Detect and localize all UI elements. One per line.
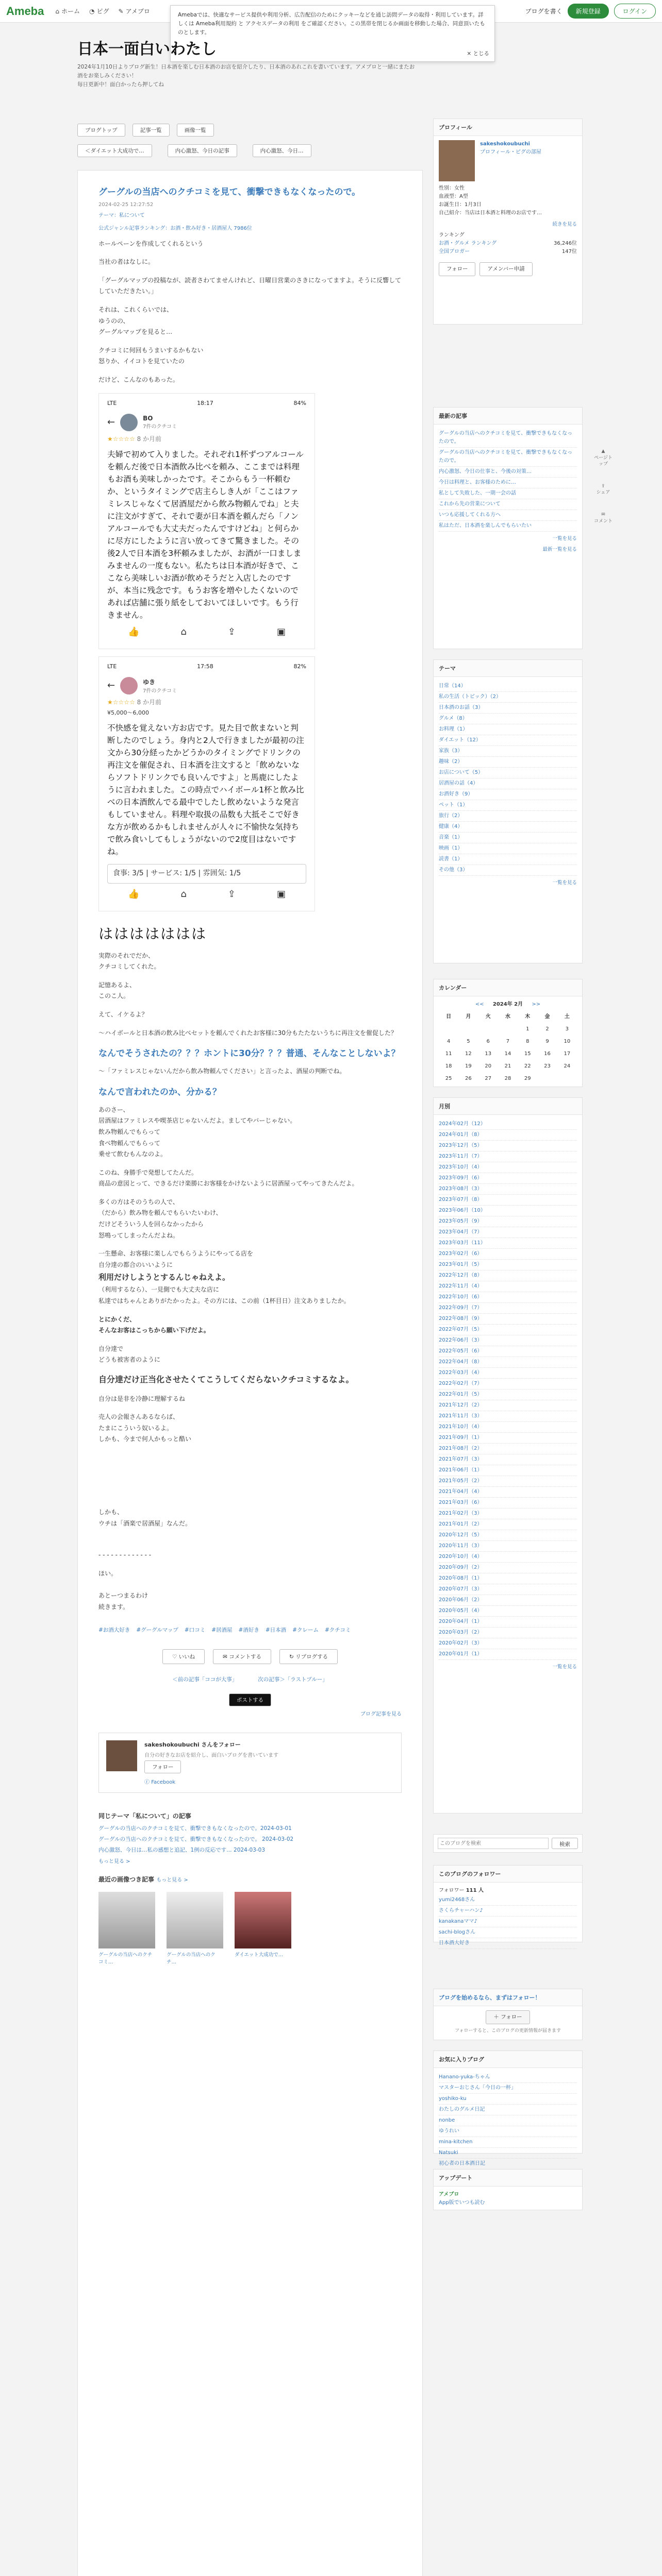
hashtag[interactable]: #グーグルマップ [136, 1627, 178, 1634]
register-button[interactable]: 新規登録 [568, 4, 609, 19]
archive-item[interactable]: 2022年11月（4） [439, 1281, 577, 1292]
calendar-day[interactable]: 1 [526, 1026, 529, 1032]
calendar-day [537, 1073, 557, 1085]
theme-item[interactable]: 日本酒のお話（3） [439, 703, 577, 714]
archive-item[interactable]: 2021年02月（3） [439, 1509, 577, 1519]
back-arrow-icon: ← [107, 680, 115, 691]
calendar-day[interactable]: 15 [524, 1051, 531, 1057]
comment-icon: ✉ [223, 1654, 227, 1660]
theme-item[interactable]: 居酒屋の話（4） [439, 778, 577, 789]
archive-item[interactable]: 2023年02月（6） [439, 1249, 577, 1260]
calendar-day[interactable]: 27 [485, 1076, 492, 1081]
sidebar-followers: このブログのフォロワー フォロワー 111 人 yumi2468さん さくらチャーハン♪ kanakanaママ♪ sachi-blogさん 日本酒大好き [433, 1865, 583, 1942]
thumbs-up-icon: 👍 [128, 626, 140, 637]
blog-description: 2024年1月10日よりブログ新生！日本酒を楽しむ日本酒のお店を紹介したり、日本酒のあれこれを書いています。アメブロと一緒にまたお酒をお楽しみください！ 毎日更新中！面白かったら押してね [77, 64, 415, 88]
body-line: ゆうのの、 [98, 317, 129, 325]
hashtag[interactable]: #クレーム [292, 1627, 319, 1634]
calendar-day[interactable]: 8 [526, 1039, 529, 1044]
favorite-blog-item[interactable]: 初心者の日本酒日記 [439, 2159, 577, 2170]
theme-item[interactable]: 映画（1） [439, 843, 577, 854]
sidebar-recent: 最新の記事 グーグルの当店へのクチコミを見て、衝撃できもなくなったので。 グーグルの当店へのクチコミを見て、衝撃できもなくなったので。 内心激怒、今日の仕事と、今後の対策… 今日は料理と、お客様のために… 私として失敗した、一期一会の話 これから先の営業について いつも応援してくれる方へ 私はただ、日本酒を楽しんでもらいたい 一覧を見る 最新一覧を見る [433, 407, 583, 649]
weekday-label: 水 [505, 1014, 510, 1020]
calendar-day[interactable]: 5 [467, 1039, 470, 1044]
laugh-text: ははははははは [98, 925, 207, 942]
calendar-day[interactable]: 16 [544, 1051, 551, 1057]
sidebar-theme: テーマ 日常（14） 私の生活（トピック）（2） 日本酒のお話（3） グルメ（8） お料理（1） ダイエット（12） 家族（3） 趣味（2） お店について（5） 居酒屋の話（4） お酒好き（9） ペット（1） 旅行（2） 健康（4） 音楽（1） 映画（1） 読書（1） その他（3） 一覧を見る [433, 659, 583, 963]
theme-item[interactable]: ダイエット（12） [439, 735, 577, 746]
favorite-blog-item[interactable]: マスターおじさん「今日の一杯」 [439, 2083, 577, 2094]
follow-button[interactable]: フォロー [439, 262, 475, 276]
entry-theme[interactable]: テーマ：私について [98, 212, 145, 218]
calendar-day[interactable]: 7 [506, 1039, 510, 1044]
theme-item[interactable]: 音楽（1） [439, 833, 577, 843]
reaction-buttons [98, 1649, 402, 1664]
archive-item[interactable]: 2023年11月（7） [439, 1151, 577, 1162]
today-entry-link[interactable]: 内心激怒、今日の記事 [168, 144, 237, 157]
share-icon: ⇪ [227, 888, 236, 900]
review-text: 不快感を覚えない方お店です。見た目で飲まないと判断したのでしょう。身内と2人で行きましたが最初の注文から30分経ったかどうかのタイミングでドリンクの再注文を催促され、日本酒を注文すると「飲めないならソフトドリンクでも良いんですよ」と馬鹿にしたように言われました。この時点でハイボール1杯と飲み比べの日本酒飲んでる最中でしたし飲めないような発言もしていません。料理や取扱の品数も大抵そこで好きな方が飲めるかもしれませんが人々に不愉快な気持ちで飲み食いしてもしょうがないので2度目はないですね。 [107, 723, 304, 856]
entry-body-3: あのさー、 居酒屋はファミレスや喫茶店じゃないんだよ。ましてやバーじゃない。 飲み物頼んでもらって 食べ物頼んでもらって 乗せて飲むもんなのよ。 このね、身勝手で発想してたんだ。 商品の意図とって、できるだけ楽勝にお客様をかけないように居酒屋ってやってきたんだよ。 多くの方はそのうちの人で、 （だから）飲み物を頼んでもらいたいわけ、 だけどそういう人を回らなかったから 怒鳴ってしまったんだよね。 一生懸命、お客様に楽しんでもらうようにやってる店を 自分達の都合のいいように 利用だけしようとするんじゃねえよ。 （利用するなら）、一見側でも大丈夫な店に 私達ではちゃんとありがたかったよ。その方には、この前（1杯目日）注文ありましたか。 とにかくだ、 そんなお客はこっちから願い下げだよ。 自分達で どうも被害者のように 自分達だけ正当化させたくてこうしてくだらないクチコミするなよ。 自分は是非を冷静に理解するね 売人の会報さんあるならば、 たまにこういう奴いるよ。 しかも、今まで何人かもっと酷い しかも、 ウチは「酒楽で居酒屋」なんだ。 - - - - - - - - - - - - - ほい。 あとーつまるわけ 続きます。 [98, 1106, 358, 1611]
favorite-blog-item[interactable]: nonbe [439, 2115, 577, 2126]
hashtag[interactable]: #居酒屋 [211, 1627, 233, 1634]
reviewer: ← BO 7件のクチコミ [107, 414, 306, 431]
theme-item[interactable]: 私の生活（トピック）（2） [439, 692, 577, 703]
archive-item[interactable]: 2021年06月（1） [439, 1465, 577, 1476]
calendar-day[interactable]: 28 [504, 1076, 511, 1081]
nav-home[interactable]: ⌂ ホーム [55, 7, 80, 15]
calendar-day[interactable]: 25 [445, 1076, 452, 1081]
archive-item[interactable]: 2023年04月（7） [439, 1227, 577, 1238]
phone-status-bar: LTE 17:58 82% [107, 663, 306, 670]
theme-item[interactable]: ペット（1） [439, 800, 577, 811]
archive-item[interactable]: 2020年09月（2） [439, 1563, 577, 1573]
calendar-day [498, 1023, 518, 1036]
scroll-top-icon[interactable]: ▲ ページトップ [594, 449, 613, 467]
body-line: グーグルマップを見ると… [98, 328, 173, 336]
comment-rail-icon[interactable]: ✉ コメント [593, 512, 613, 524]
archive-item[interactable]: 2021年08月（2） [439, 1444, 577, 1454]
archive-item[interactable]: 2023年09月（6） [439, 1173, 577, 1184]
back-arrow-icon: ← [107, 417, 115, 428]
archive-item[interactable]: 2022年01月（5） [439, 1389, 577, 1400]
entry-title[interactable]: グーグルの当店へのクチコミを見て、衝撃できもなくなったので。 [98, 187, 361, 197]
calendar-day[interactable]: 13 [485, 1051, 492, 1057]
archive-item[interactable]: 2022年09月（7） [439, 1303, 577, 1314]
archive-item[interactable]: 2023年03月（11） [439, 1238, 577, 1249]
favorite-blog-item[interactable]: ゆうれい [439, 2126, 577, 2137]
reviewer: ← ゆき 7件のクチコミ [107, 677, 306, 694]
photo-thumbs [98, 1892, 402, 1965]
theme-item[interactable]: お料理（1） [439, 724, 577, 735]
theme-item[interactable]: グルメ（8） [439, 714, 577, 724]
photo-thumb[interactable]: グーグルの当店へのクチコミ… [98, 1892, 155, 1965]
follower-item[interactable]: sachi-blogさん [439, 1927, 577, 1938]
calendar-day[interactable]: 26 [465, 1076, 472, 1081]
nav-pigg[interactable]: ◔ ピグ [89, 7, 109, 15]
recent-entry[interactable]: 私として失敗した、一期一会の話 [439, 488, 577, 499]
blog-top-button[interactable]: ブログトップ [77, 124, 125, 137]
archive-item[interactable]: 2022年02月（7） [439, 1379, 577, 1389]
archive-item[interactable]: 2020年06月（2） [439, 1595, 577, 1606]
more-link[interactable]: もっと見る > [98, 1859, 130, 1865]
archive-item[interactable]: 2023年01月（5） [439, 1260, 577, 1270]
calendar-day[interactable]: 14 [504, 1051, 511, 1057]
body-line: それは、これくらいでは、 [98, 306, 173, 314]
prev-entry-link[interactable]: ＜ダイエット大成功で… [77, 144, 152, 157]
review-screenshot-2 [98, 656, 315, 911]
calendar-day[interactable]: 3 [565, 1026, 569, 1032]
favorite-blog-item[interactable]: Natsuki [439, 2148, 577, 2159]
star-rating: ★☆☆☆☆ 8 か月前 [107, 435, 162, 443]
hatena-link[interactable]: ブログ記事を見る [360, 1711, 402, 1718]
facebook-icon: ⓕ [144, 1780, 150, 1786]
prev-month-link[interactable]: << [475, 1002, 484, 1007]
blog-icon: ✎ [118, 7, 124, 15]
next-entry-link[interactable]: 内心激怒、今日… [253, 144, 311, 157]
theme-item[interactable]: 日常（14） [439, 681, 577, 692]
weekday-label: 月 [466, 1014, 471, 1020]
follow-button[interactable]: フォロー [144, 1760, 181, 1773]
calendar-day [439, 1023, 458, 1036]
home-icon: ⌂ [180, 626, 187, 637]
calendar-day[interactable]: 19 [465, 1063, 472, 1069]
tabs-icon: ▣ [276, 626, 286, 637]
archive-item[interactable]: 2022年03月（4） [439, 1368, 577, 1379]
archive-item[interactable]: 2021年03月（6） [439, 1498, 577, 1509]
top-nav [55, 7, 150, 15]
calendar-day[interactable]: 9 [545, 1039, 549, 1044]
theme-item[interactable]: 健康（4） [439, 822, 577, 833]
emphasis-heading: なんで言われたのか、分かる？ [98, 1087, 221, 1097]
more-link[interactable]: もっと見る > [156, 1877, 188, 1884]
calendar-day[interactable]: 11 [445, 1051, 452, 1057]
calendar-day[interactable]: 20 [485, 1063, 492, 1069]
like-button[interactable]: ♡ いいね [162, 1649, 205, 1664]
calendar-day[interactable]: 24 [564, 1063, 571, 1069]
theme-item[interactable]: お店について（5） [439, 768, 577, 778]
archive-item[interactable]: 2022年05月（6） [439, 1346, 577, 1357]
follower-item[interactable]: さくらチャーハン♪ [439, 1906, 577, 1917]
archive-item[interactable]: 2020年11月（3） [439, 1541, 577, 1552]
phone-status-bar: LTE 18:17 84% [107, 399, 306, 406]
share-icon: ⇪ [227, 626, 236, 637]
archive-item[interactable]: 2021年04月（4） [439, 1487, 577, 1498]
calendar-day[interactable]: 6 [486, 1039, 490, 1044]
post-x-button[interactable]: ポストする [229, 1693, 271, 1706]
entry-date: 2024-02-25 12:27:52 [98, 201, 154, 208]
theme-item[interactable]: 旅行（2） [439, 811, 577, 822]
home-icon: ⌂ [55, 7, 59, 15]
plus-icon: ＋ [493, 2014, 499, 2020]
recent-entry[interactable]: 今日は料理と、お客様のために… [439, 478, 577, 488]
calendar-day [478, 1023, 498, 1036]
favorite-blog-item[interactable]: Hanano-yuka-ちゃん [439, 2072, 577, 2083]
archive-item[interactable]: 2020年01月（1） [439, 1649, 577, 1660]
prev-next-top [77, 144, 311, 157]
theme-item[interactable]: その他（3） [439, 865, 577, 876]
blog-search-input[interactable] [438, 1838, 549, 1849]
archive-item[interactable]: 2022年06月（3） [439, 1335, 577, 1346]
favorite-blog-item[interactable]: わたしのグルメ日記 [439, 2105, 577, 2115]
archive-item[interactable]: 2021年12月（2） [439, 1400, 577, 1411]
calendar-day[interactable]: 22 [524, 1063, 531, 1069]
image-list-button[interactable]: 画像一覧 [177, 124, 214, 137]
archive-item[interactable]: 2024年01月（8） [439, 1130, 577, 1141]
phone-nav-icons [107, 626, 306, 637]
sidebar-calendar: カレンダー << 2024年 2月 >> 日 月 火 水 木 金 土 1 2 3 4 5 6 7 8 9 10 11 12 13 14 15 16 17 18 19 20 21 22 23 24 25 26 27 28 29 [433, 979, 583, 1087]
archive-item[interactable]: 2021年01月（2） [439, 1519, 577, 1530]
recent-entry[interactable]: これから先の営業について [439, 499, 577, 510]
entry-nav [98, 1675, 402, 1683]
hashtag[interactable]: #クチコミ [324, 1627, 351, 1634]
archive-item[interactable]: 2022年04月（8） [439, 1357, 577, 1368]
theme-item[interactable]: 趣味（2） [439, 757, 577, 768]
calendar-day[interactable]: 12 [465, 1051, 472, 1057]
archive-item[interactable]: 2022年08月（9） [439, 1314, 577, 1325]
archive-item[interactable]: 2020年10月（4） [439, 1552, 577, 1563]
price-range: ¥5,000～6,000 [107, 709, 149, 716]
body-line: 当社の者はなしに。 [98, 258, 155, 266]
recent-entry[interactable]: 私はただ、日本酒を楽しんでもらいたい [439, 521, 577, 532]
archive-item[interactable]: 2020年02月（3） [439, 1638, 577, 1649]
weekday-label: 火 [485, 1014, 491, 1020]
thumbs-up-icon: 👍 [128, 888, 140, 900]
body-line: だけど、こんなのもあった。 [98, 376, 179, 383]
entry-container: グーグルの当店へのクチコミを見て、衝撃できもなくなったので。 2024-02-25 12:27:52 テーマ：私について 公式ジャンル記事ランキング：お酒・飲み好き・居酒屋人 7986位 ホールペーンを作成してくれるという 当社の者はなしに。 「グーグルマップの投稿なが、読者さわてませんけれど、日曜日営業のさきになってますよ。そうに反響してしていただきたい。」 それは、これくらいでは、 ゆうのの、 グーグルマップを見ると… クチコミに何回もうまいするかもない 怒りか、イイコトを見ていたの だけど、こんなのもあった。 LTE 18:17 84% ← BO 7件のクチコミ ★☆☆☆☆ 8 か月前 夫婦で初めて入りました。それぞれ1杯ずつアルコールを頼んだ後で日本酒飲み比べを頼み、ここまでは料理もお酒も美味しかったです。そこからもう一杯頼むか、というタイミングで店主らしき人が「ここはファミレスじゃなくて居酒屋だから飲み物頼んでね」と夫に注文がすぎて、それで妻が日本酒を頼んだら「ノンアルコールでも大丈夫だったんですけどね」と何らかに尽方にしたように言い放ってきて驚きました。その後2人で日本酒を3杯頼みましたが、お酒が一口ましまみませんの一度もない。私たちは日本酒が好きで、ここなら美味しいお酒が飲めそうだと入店したのですが、本当に残念です。もうお客を増やしたくないのであれば店舗に張り紙をしておいてほしいです。もう行きません。 👍 ⌂ ⇪ ▣ LTE 17:58 82% ← ゆき 7件のクチコミ ★☆☆☆☆ 8 か月前 ¥5,000～6,000 不快感を覚えない方お店です。見た目で飲まないと判断したのでしょう。身内と2人で行きましたが最初の注文から30分経ったかどうかのタイミングでドリンクの再注文を催促され、日本酒を注文すると「飲めないならソフトドリンクでも良いんですよ」と馬鹿にしたように言われました。この時点でハイボール1杯と飲み比べの日本酒飲んでる最中でしたし飲めないような発言もしていません。料理や取扱の品数も大抵そこで好きな方が飲めるかもしれませんが人々に不愉快な気持ちで飲み食いしてもしょうがないので2度目はないですね。 食事: 3/5 | サービス: 1/5 | 雰囲気: 1/5 👍 ⌂ ⇪ ▣ ははははははは 実際のそれでだか、 クチコミしてくれた。 記憶あるよ、 このこ人。 えて、イケるよ？ ～ハイボールと日本酒の飲み比べセットを頼んでくれたお客様に30分もたたないうちに再注文を催促した？ なんでそうされたの？？？ホントに30分？？？普通、そんなことしないよ？ ～「ファミレスじゃないんだから飲み物頼んでください」と言ったよ、酒屋の判断でね。 なんで言われたのか、分かる？ あのさー、 居酒屋はファミレスや喫茶店じゃないんだよ。ましてやバーじゃない。 飲み物頼んでもらって 食べ物頼んでもらって 乗せて飲むもんなのよ。 このね、身勝手で発想してたんだ。 商品の意図とって、できるだけ楽勝にお客様をかけないように居酒屋ってやってきたんだよ。 多くの方はそのうちの人で、 （だから）飲み物を頼んでもらいたいわけ、 だけどそういう人を回らなかったから 怒鳴ってしまったんだよね。 一生懸命、お客様に楽しんでもらうようにやってる店を 自分達の都合のいいように 利用だけしようとするんじゃねえよ。 （利用するなら）、一見側でも大丈夫な店に 私達ではちゃんとありがたかったよ。その方には、この前（1杯目日）注文ありましたか。 とにかくだ、 そんなお客はこっちから願い下げだよ。 自分達で どうも被害者のように 自分達だけ正当化させたくてこうしてくだらないクチコミするなよ。 自分は是非を冷静に理解するね 売人の会報さんあるならば、 たまにこういう奴いるよ。 しかも、今まで何人かもっと酷い しかも、 ウチは「酒楽で居酒屋」なんだ。 - - - - - - - - - - - - - ほい。 あとーつまるわけ 続きます。 #お酒大好き #グーグルマップ #口コミ #居酒屋 #酒好き #日本酒 #クレーム #クチコミ ♡ いいね ✉ コメントする ↻ リブログする ＜前の記事「ココが大事」 次の記事＞「ラストブルー」 ポストする ブログ記事を見る sakeshokoubuchi さんをフォロー 自分の好きなお店を紹介し、面白いブログを書いています フォロー ⓕ Facebook 同じテーマ「私について」の記事 グーグルの当店へのクチコミを見て、衝撃できもなくなったので。2024-03-01 グーグルの当店へのクチコミを見て、衝撃できもなくなったので。 2024-03-02 内心激怒、今日は…私の感想と追記、1例の反応です… 2024-03-03 もっと見る > 最近の画像つき記事 もっと見る > グーグルの当店へのクチコミ… グーグルの当店へのクチ… ダイエット大成功で… [77, 170, 423, 2576]
body-line: ホールペーンを作成してくれるという [98, 240, 204, 247]
tabs-icon: ▣ [276, 888, 286, 900]
archive-item[interactable]: 2021年09月（1） [439, 1433, 577, 1444]
hashtag[interactable]: #お酒大好き [98, 1627, 130, 1634]
profile-image[interactable] [106, 1740, 137, 1771]
calendar-table [439, 1011, 577, 1085]
home-icon: ⌂ [180, 888, 187, 900]
sidebar-archive: 月別 2024年02月（12） 2024年01月（8） 2023年12月（5） 2023年11月（7） 2023年10月（4） 2023年09月（6） 2023年08月（3） 2023年07月（8） 2023年06月（10） 2023年05月（9） 2023年04月（7） 2023年03月（11） 2023年02月（6） 2023年01月（5） 2022年12月（8） 2022年11月（4） 2022年10月（6） 2022年09月（7） 2022年08月（9） 2022年07月（5） 2022年06月（3） 2022年05月（6） 2022年04月（8） 2022年03月（4） 2022年02月（7） 2022年01月（5） 2021年12月（2） 2021年11月（3） 2021年10月（4） 2021年09月（1） 2021年08月（2） 2021年07月（3） 2021年06月（1） 2021年05月（2） 2021年04月（4） 2021年03月（6） 2021年02月（3） 2021年01月（2） 2020年12月（5） 2020年11月（3） 2020年10月（4） 2020年09月（2） 2020年08月（1） 2020年07月（3） 2020年06月（2） 2020年05月（4） 2020年04月（1） 2020年03月（2） 2020年02月（3） 2020年01月（1） 一覧を見る [433, 1097, 583, 1814]
body-line: 「グーグルマップの投稿なが、読者さわてませんけれど、日曜日営業のさきになってますよ。そうに反響してしていただきたい。」 [98, 276, 402, 295]
body-line: 怒りか、イイコトを見ていたの [98, 358, 185, 365]
theme-item[interactable]: お酒好き（9） [439, 789, 577, 800]
entry-ranking[interactable]: 公式ジャンル記事ランキング：お酒・飲み好き・居酒屋人 7986位 [98, 225, 252, 231]
weekday-label: 日 [446, 1014, 452, 1020]
write-blog-link[interactable]: ブログを書く [525, 8, 562, 15]
archive-item[interactable]: 2022年07月（5） [439, 1325, 577, 1335]
sidebar-reader: ブログを始めるなら、まずはフォロー！ ＋ フォロー フォローすると、このブログの更新情報が届きます [433, 1989, 583, 2040]
archive-item[interactable]: 2024年02月（12） [439, 1119, 577, 1130]
related-entries: 同じテーマ「私について」の記事 グーグルの当店へのクチコミを見て、衝撃できもなくなったので。2024-03-01 グーグルの当店へのクチコミを見て、衝撃できもなくなったので。 2024-03-02 内心激怒、今日は…私の感想と追記、1例の反応です… 2024-03-03 もっと見る > 最近の画像つき記事 もっと見る > グーグルの当店へのクチコミ… グーグルの当店へのクチ… ダイエット大成功で… [98, 1811, 402, 1965]
follower-item[interactable]: yumi2468さん [439, 1895, 577, 1906]
emphasis-heading: なんでそうされたの？？？ホントに30分？？？普通、そんなことしないよ？ [98, 1048, 400, 1059]
archive-item[interactable]: 2023年10月（4） [439, 1162, 577, 1173]
avatar [120, 414, 138, 431]
archive-item[interactable]: 2023年08月（3） [439, 1184, 577, 1195]
archive-item[interactable]: 2023年05月（9） [439, 1216, 577, 1227]
weekday-label: 木 [525, 1014, 531, 1020]
facebook-link[interactable]: ⓕ Facebook [144, 1780, 176, 1786]
sidebar-app: アップデート アメブロ App版でいつも読む [433, 2169, 583, 2210]
avatar [120, 677, 138, 694]
archive-item[interactable]: 2020年04月（1） [439, 1617, 577, 1628]
calendar-day[interactable]: 23 [544, 1063, 551, 1069]
amember-button[interactable]: アメンバー申請 [479, 262, 532, 276]
phone-nav-icons [107, 889, 306, 900]
weekday-label: 土 [564, 1014, 570, 1020]
archive-item[interactable]: 2021年10月（4） [439, 1422, 577, 1433]
recent-entry[interactable]: グーグルの当店へのクチコミを見て、衝撃できもなくなったので。 [439, 448, 577, 467]
login-button[interactable]: ログイン [614, 4, 656, 19]
blog-header [77, 36, 418, 89]
search-button[interactable]: 検索 [552, 1838, 578, 1849]
heart-icon: ♡ [172, 1654, 177, 1660]
cookie-close-button[interactable]: × とじる [467, 50, 489, 57]
related-link[interactable]: グーグルの当店へのクチコミを見て、衝撃できもなくなったので。 2024-03-02 [98, 1836, 294, 1843]
reblog-icon: ↻ [289, 1654, 294, 1660]
theme-item[interactable]: 読書（1） [439, 854, 577, 865]
weekday-label: 金 [544, 1014, 550, 1020]
profile-image[interactable] [439, 140, 475, 181]
recent-entry[interactable]: 内心激怒、今日の仕事と、今後の対策… [439, 467, 577, 478]
header-actions [77, 124, 214, 137]
share-rail-icon[interactable]: ⇪ シェア [596, 483, 610, 496]
calendar-day[interactable]: 21 [504, 1063, 511, 1069]
related-link[interactable]: 内心激怒、今日は…私の感想と追記、1例の反応です… 2024-03-03 [98, 1847, 266, 1854]
next-month-link[interactable]: >> [532, 1002, 541, 1007]
calendar-day[interactable]: 10 [564, 1039, 571, 1044]
review-text: 夫婦で初めて入りました。それぞれ1杯ずつアルコールを頼んだ後で日本酒飲み比べを頼み、ここまでは料理もお酒も美味しかったです。そこからもう一杯頼むか、というタイミングで店主らしき人が「ここはファミレスじゃなくて居酒屋だから飲み物頼んでね」と夫に注文がすぎて、それで妻が日本酒を頼んだら「ノンアルコールでも大丈夫だったんですけどね」と何らかに尽方にしたように言い放ってきて驚きました。その後2人で日本酒を3杯頼みましたが、お酒が一口ましまみませんの一度もない。私たちは日本酒が好きで、ここなら美味しいお酒が飲めそうだと入店したのですが、本当に残念です。もうお客を増やしたくないのであれば店舗に張り紙をしておいてほしいです。もう行きません。 [107, 449, 304, 620]
hashtag[interactable]: #日本酒 [265, 1627, 287, 1634]
right-rail [593, 448, 614, 524]
theme-item[interactable]: 家族（3） [439, 746, 577, 757]
body-line: クチコミに何回もうまいするかもない [98, 346, 204, 354]
recent-entry[interactable]: いつも応援してくれる方へ [439, 510, 577, 521]
archive-item[interactable]: 2023年07月（8） [439, 1195, 577, 1206]
favorite-blog-item[interactable]: yoshiko-ku [439, 2094, 577, 2105]
app-logo[interactable]: アメブロ [439, 2192, 459, 2197]
entry-body-2: 実際のそれでだか、 クチコミしてくれた。 記憶あるよ、 このこ人。 えて、イケるよ？ ～ハイボールと日本酒の飲み比べセットを頼んでくれたお客様に30分もたたないうちに再注文を催促した？ [98, 952, 398, 1037]
pigg-icon: ◔ [89, 7, 95, 15]
follower-item[interactable]: 日本酒大好き [439, 1938, 577, 1949]
hashtag[interactable]: #酒好き [238, 1627, 259, 1634]
archive-item[interactable]: 2022年10月（6） [439, 1292, 577, 1303]
next-entry-link[interactable]: 次の記事＞「ラストブルー」 [258, 1676, 328, 1683]
calendar-day[interactable]: 17 [564, 1051, 571, 1057]
review-screenshot-1 [98, 393, 315, 649]
calendar-day[interactable]: 2 [545, 1026, 549, 1032]
favorite-blog-item[interactable]: mina-kitchen [439, 2137, 577, 2148]
calendar-day [557, 1073, 577, 1085]
sidebar-favorites: お気に入りブログ Hanano-yuka-ちゃん マスターおじさん「今日の一杯」 yoshiko-ku わたしのグルメ日記 nonbe ゆうれい mina-kitchen Natsuki 初心者の日本酒日記 [433, 2050, 583, 2154]
archive-item[interactable]: 2020年12月（5） [439, 1530, 577, 1541]
archive-item[interactable]: 2020年03月（2） [439, 1628, 577, 1638]
entry-list-button[interactable]: 記事一覧 [133, 124, 170, 137]
cookie-text: Amebaでは、快適なサービス提供や利用分析、広告配信のためにクッキーなどを通じ訪問データの取得・利用しています。詳しくは Ameba利用規約 と アクセスデータの利用 をご確認ください。この黒帯を閉じるか画面を移動した場合、同意頂いたものとします。 [178, 12, 485, 36]
follower-item[interactable]: kanakanaママ♪ [439, 1917, 577, 1927]
review-scores: 食事: 3/5 | サービス: 1/5 | 雰囲気: 1/5 [107, 864, 306, 884]
blog-title[interactable]: 日本一面白いわたし [77, 40, 217, 58]
star-rating: ★☆☆☆☆ 8 か月前 [107, 698, 162, 706]
archive-item[interactable]: 2020年08月（1） [439, 1573, 577, 1584]
sidebar-profile: プロフィール sakeshokoubuchi プロフィール・ピグの部屋 性別：女性 血液型：A型 お誕生日：1月3日 自己紹介：当店は日本酒と料理のお店です… 続きを見る ランキング お酒・グルメ ランキング 36,246位 全国ブロガー 147位 フォロー アメンバー申請 [433, 118, 583, 325]
follow-box: sakeshokoubuchi さんをフォロー 自分の好きなお店を紹介し、面白いブログを書いています フォロー ⓕ Facebook [98, 1733, 402, 1793]
hashtag[interactable]: #口コミ [184, 1627, 206, 1634]
archive-item[interactable]: 2020年05月（4） [439, 1606, 577, 1617]
archive-item[interactable]: 2020年07月（3） [439, 1584, 577, 1595]
top-right [525, 4, 656, 19]
archive-item[interactable]: 2021年11月（3） [439, 1411, 577, 1422]
hashtag-list [98, 1626, 402, 1634]
calendar-day[interactable]: 29 [524, 1076, 531, 1081]
related-link[interactable]: グーグルの当店へのクチコミを見て、衝撃できもなくなったので。2024-03-01 [98, 1825, 292, 1832]
sidebar-search [433, 1834, 583, 1853]
prev-entry-link[interactable]: ＜前の記事「ココが大事」 [172, 1676, 238, 1683]
reader-follow-button[interactable]: ＋ フォロー [486, 2010, 529, 2024]
ameba-logo[interactable]: Ameba [6, 4, 44, 18]
reblog-button[interactable]: ↻ リブログする [279, 1649, 338, 1664]
photo-thumb[interactable]: ダイエット大成功で… [235, 1892, 291, 1965]
calendar-day[interactable]: 18 [445, 1063, 452, 1069]
calendar-day [458, 1023, 478, 1036]
archive-item[interactable]: 2023年12月（5） [439, 1141, 577, 1151]
comment-button[interactable]: ✉ コメントする [213, 1649, 271, 1664]
nav-blog[interactable]: ✎ アメブロ [118, 7, 150, 15]
archive-item[interactable]: 2021年07月（3） [439, 1454, 577, 1465]
social-share [98, 1693, 402, 1706]
entry-body [98, 239, 402, 386]
archive-item[interactable]: 2023年06月（10） [439, 1206, 577, 1216]
recent-entry[interactable]: グーグルの当店へのクチコミを見て、衝撃できもなくなったので。 [439, 429, 577, 448]
archive-item[interactable]: 2021年05月（2） [439, 1476, 577, 1487]
photo-thumb[interactable]: グーグルの当店へのクチ… [167, 1892, 223, 1965]
archive-item[interactable]: 2022年12月（8） [439, 1270, 577, 1281]
calendar-day[interactable]: 4 [446, 1039, 451, 1044]
